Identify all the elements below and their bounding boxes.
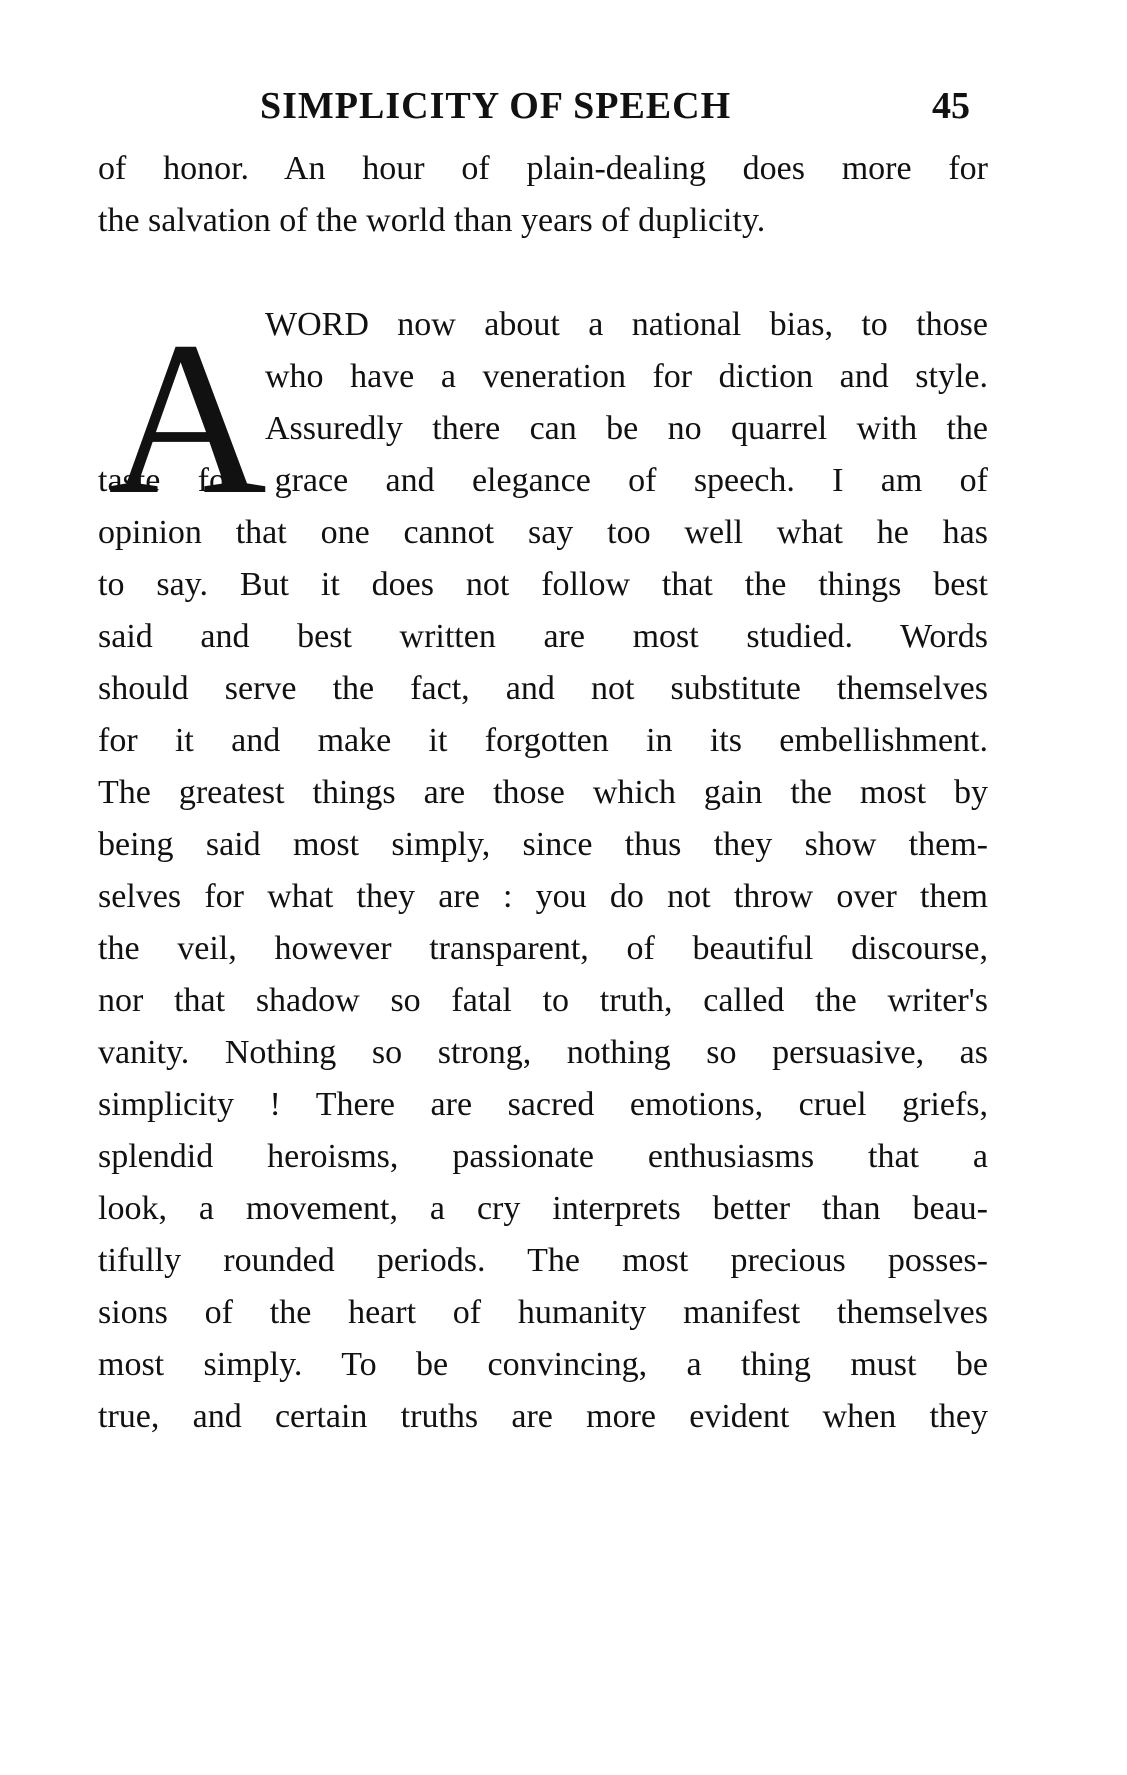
- text-line: Assuredly there can be no quarrel with the: [265, 410, 988, 447]
- text-line: sions of the heart of humanity manifest themselves: [98, 1294, 988, 1331]
- page-number: 45: [932, 85, 970, 127]
- drop-cap: A: [108, 296, 267, 540]
- text-line: most simply. To be convincing, a thing must be: [98, 1346, 988, 1383]
- text-line: should serve the fact, and not substitute themselves: [98, 670, 988, 707]
- text-line: splendid heroisms, passionate enthusiasms that a: [98, 1138, 988, 1175]
- text-line: nor that shadow so fatal to truth, called the writer's: [98, 982, 988, 1019]
- text-line: true, and certain truths are more evident when they: [98, 1398, 988, 1435]
- text-line: tifully rounded periods. The most precious posses-: [98, 1242, 988, 1279]
- text-line: to say. But it does not follow that the things best: [98, 566, 988, 603]
- text-line: being said most simply, since thus they show them-: [98, 826, 988, 863]
- text-line: opinion that one cannot say too well what he has: [98, 514, 988, 551]
- text-line: for it and make it forgotten in its embellishment.: [98, 722, 988, 759]
- text-line: the salvation of the world than years of duplicity.: [98, 202, 766, 239]
- text-line: of honor. An hour of plain-dealing does more for: [98, 150, 988, 187]
- text-line: the veil, however transparent, of beautiful discourse,: [98, 930, 988, 967]
- running-header: [260, 84, 970, 144]
- text-line: look, a movement, a cry interprets better than beau-: [98, 1190, 988, 1227]
- text-line: selves for what they are : you do not throw over them: [98, 878, 988, 915]
- text-line: The greatest things are those which gain the most by: [98, 774, 988, 811]
- text-line: simplicity ! There are sacred emotions, cruel griefs,: [98, 1086, 988, 1123]
- text-line: said and best written are most studied. Words: [98, 618, 988, 655]
- text-line: vanity. Nothing so strong, nothing so persuasive, as: [98, 1034, 988, 1071]
- text-line: taste for grace and elegance of speech. I am of: [98, 462, 988, 499]
- text-line: who have a veneration for diction and style.: [265, 358, 988, 395]
- text-line: WORD now about a national bias, to those: [265, 306, 988, 343]
- running-title: SIMPLICITY OF SPEECH: [260, 85, 732, 127]
